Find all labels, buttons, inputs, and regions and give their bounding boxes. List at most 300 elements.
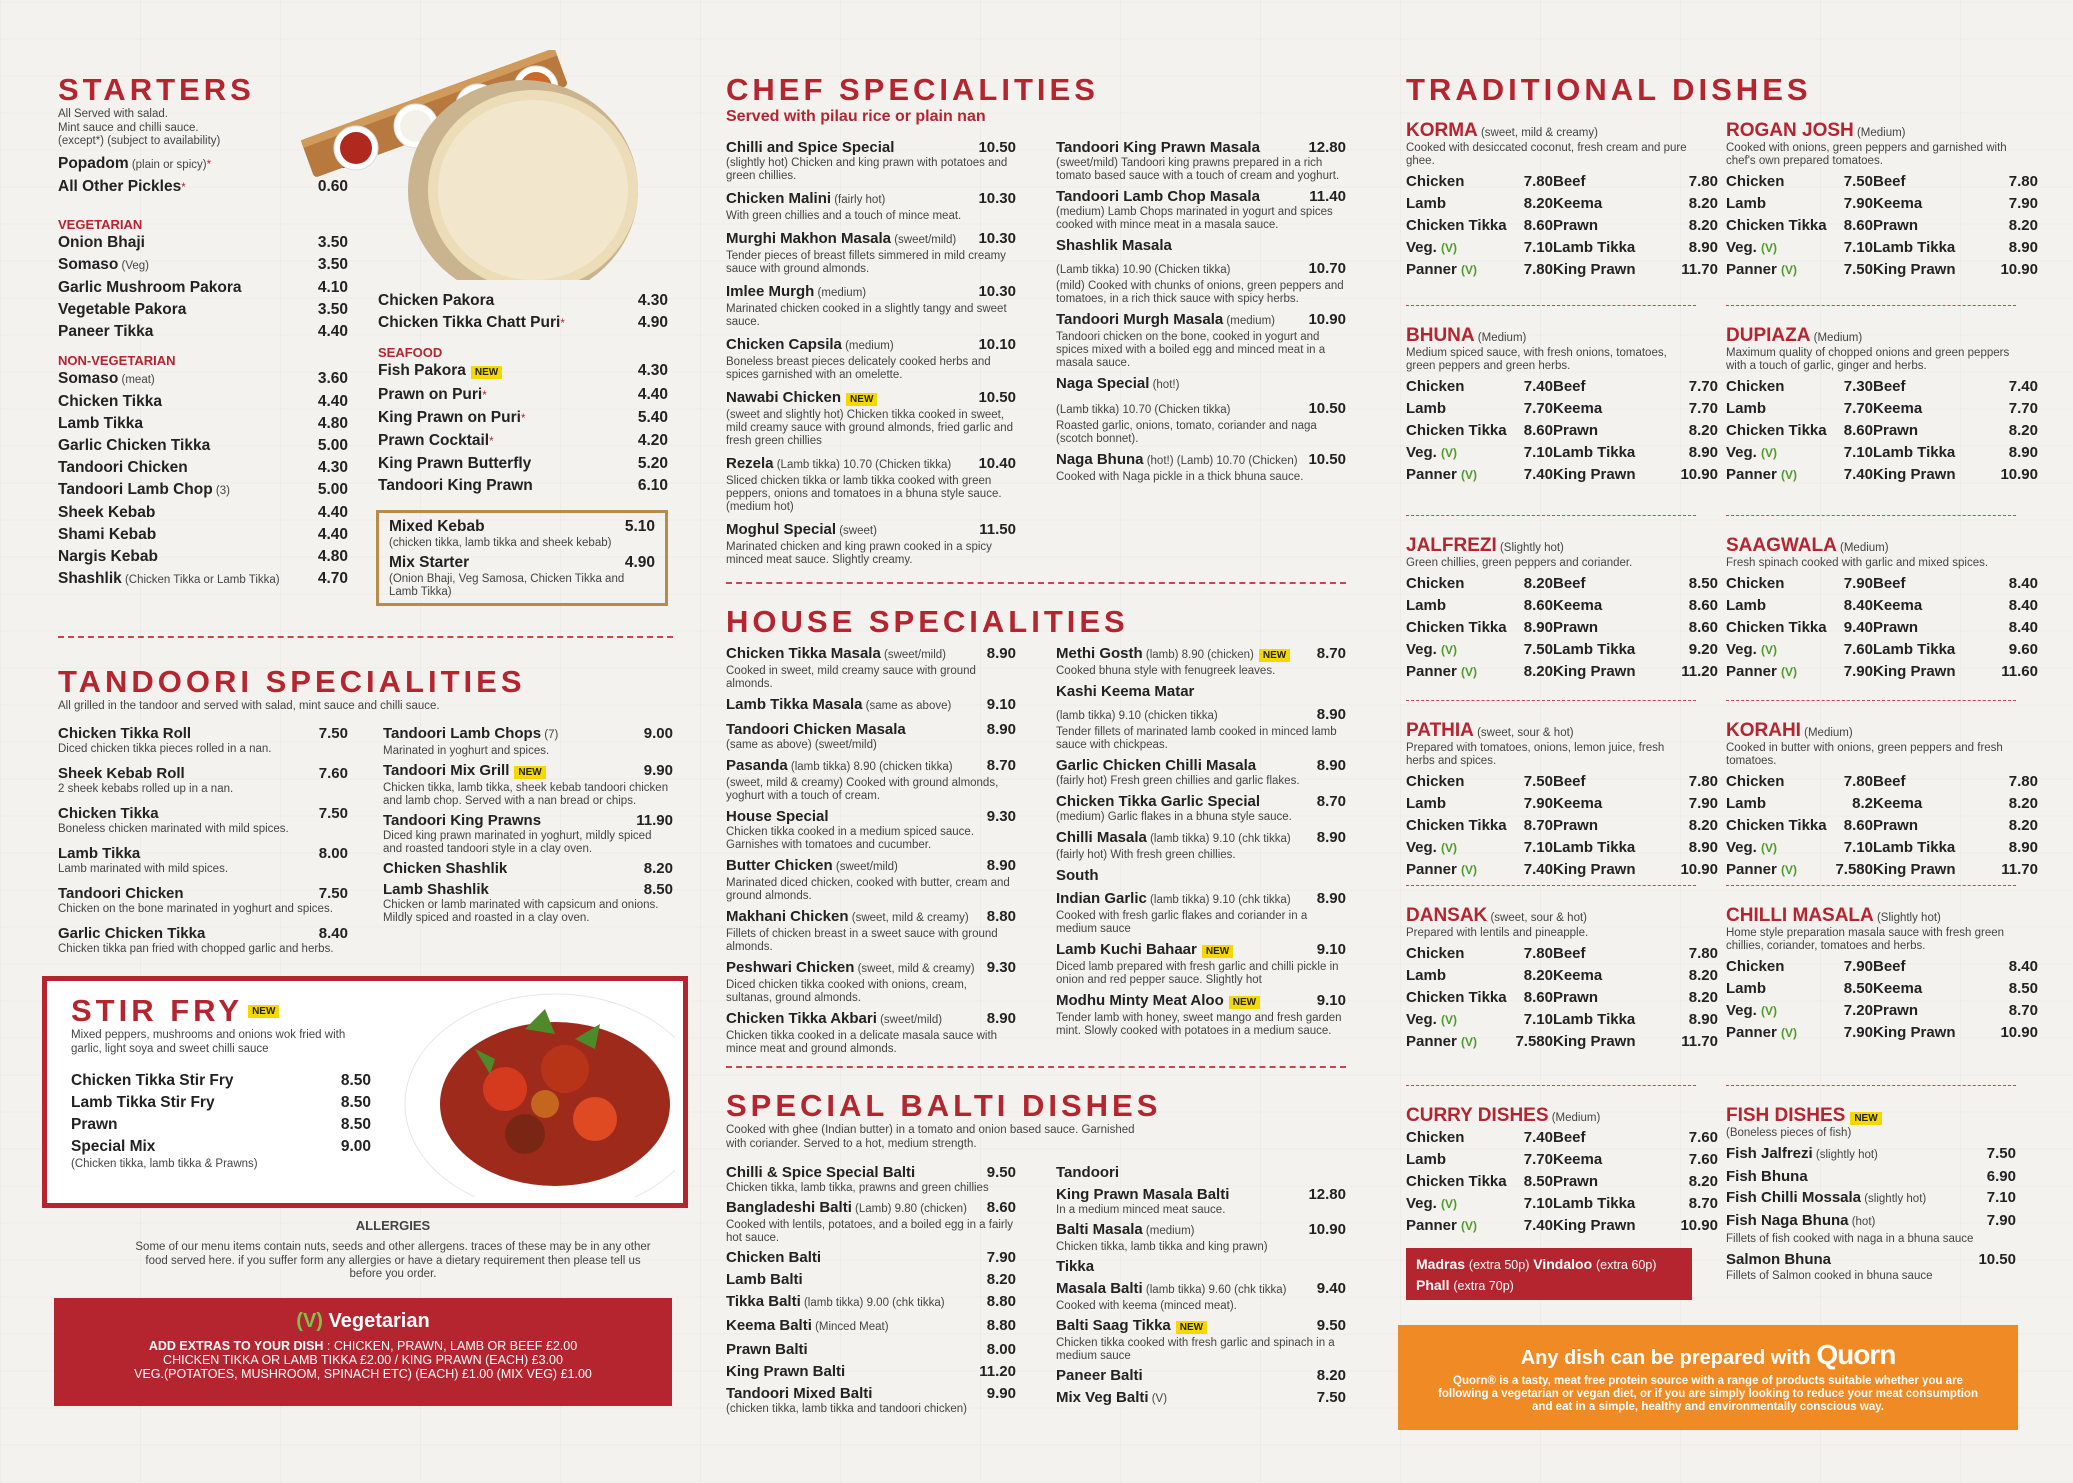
protein: Panner (V): [1406, 261, 1478, 278]
menu-item-title: Moghul Special: [726, 521, 837, 538]
price: 8.40: [2008, 597, 2038, 614]
protein: Veg. (V): [1406, 1195, 1458, 1212]
veg-mark: (V): [1781, 263, 1798, 277]
menu-item-name: [1056, 792, 1260, 811]
dish-desc: Prepared with lentils and pineapple.: [1406, 927, 1589, 939]
price: 7.80: [1523, 173, 1553, 190]
menu-item-name: [58, 764, 185, 783]
protein: Prawn: [1553, 817, 1599, 834]
price: 8.20: [1688, 967, 1718, 984]
price-row: [1406, 259, 1718, 281]
menu-item-price: 0.60: [317, 177, 348, 195]
dish-heat: (Medium): [1474, 332, 1527, 344]
menu-item-desc: Cooked with lentils, potatoes, and a boiled egg in a fairly hot sauce.: [726, 1219, 1014, 1244]
menu-item-desc: Chicken tikka cooked in a medium spiced sauce. Garnishes with tomatoes and cucumber.: [726, 826, 975, 851]
price: 7.90: [1688, 795, 1718, 812]
menu-item-row: [726, 335, 1016, 356]
menu-item-price: 9.30: [986, 808, 1016, 825]
menu-item-row: [58, 457, 348, 479]
menu-item-row: [1056, 236, 1346, 255]
menu-item-title: Chicken Tikka: [58, 804, 159, 822]
divider: [1726, 305, 2016, 306]
menu-item-name: [1056, 1163, 1119, 1182]
asterisk: *: [560, 318, 565, 330]
menu-item-price: 8.90: [986, 857, 1016, 874]
menu-item-row: [726, 1163, 1016, 1182]
menu-item-row: [58, 924, 348, 943]
protein: Keema: [1553, 597, 1603, 614]
menu-item-price: 4.10: [317, 278, 348, 296]
menu-item-note: (sweet, mild & creamy): [854, 963, 975, 975]
price: 8.40: [1843, 597, 1873, 614]
menu-item: [726, 756, 1016, 803]
menu-item-price: 11.20: [979, 1363, 1016, 1380]
menu-item-title: Keema Balti: [726, 1317, 812, 1334]
menu-item-price: 4.40: [317, 392, 348, 410]
menu-item-note: (sweet/mild): [832, 861, 898, 873]
menu-item-title: Lamb Tikka: [58, 844, 141, 862]
price: 9.20: [1688, 641, 1718, 658]
menu-item-name: [1056, 756, 1256, 775]
protein: Chicken: [1726, 173, 1785, 190]
menu-item-note: (slightly hot): [1861, 1193, 1927, 1205]
price: 8.90: [1688, 239, 1718, 256]
menu-item-name: [1056, 705, 1218, 726]
price-row: [1406, 1215, 1718, 1237]
price-row: [1726, 464, 2038, 486]
menu-item-title: Chilli Masala: [1056, 829, 1147, 846]
stirfry-box: [42, 976, 688, 1208]
menu-item-title: Butter Chicken: [726, 857, 833, 874]
divider: [1726, 515, 2016, 516]
popadom-image: [278, 50, 698, 280]
menu-item-title: Tandoori Chicken Masala: [726, 721, 906, 738]
price: 8.20: [1523, 663, 1553, 680]
protein: Keema: [1873, 795, 1923, 812]
dish-desc: Cooked with onions, green peppers and garnished with chef's own prepared tomatoes.: [1726, 142, 2007, 167]
veg-mark: (V): [296, 1310, 323, 1332]
veg-mark: (V): [1761, 841, 1778, 855]
asterisk: *: [482, 390, 487, 402]
protein: Prawn: [1553, 422, 1599, 439]
menu-item: [1056, 682, 1346, 701]
menu-item-desc: Fillets of fish cooked with naga in a bhuna sauce: [1726, 1233, 1974, 1245]
price: 10.90: [2000, 466, 2038, 483]
menu-item-desc: (sweet, mild & creamy) Cooked with ground almonds, yoghurt with a touch of cream.: [726, 777, 999, 802]
price: 7.70: [1523, 1151, 1553, 1168]
menu-item-name: [1056, 1316, 1207, 1337]
divider: [1406, 305, 1696, 306]
price: 8.60: [1688, 619, 1718, 636]
dish-block: [1726, 720, 2038, 881]
dish-heat: (Medium): [1836, 542, 1889, 554]
dish-title: [1726, 720, 2016, 742]
menu-item-row: [726, 756, 1016, 777]
dish-block: [1726, 325, 2038, 486]
veg-mark: (V): [1441, 841, 1458, 855]
menu-item-name: [58, 724, 191, 743]
menu-item-price: 9.50: [986, 1164, 1016, 1181]
protein: Lamb Tikka: [1553, 444, 1636, 461]
menu-item-title: Shami Kebab: [58, 525, 157, 543]
menu-item-desc: (slightly hot) Chicken and king prawn with potatoes and green chillies.: [726, 157, 1008, 182]
menu-item-title: King Prawn Masala Balti: [1056, 1186, 1230, 1203]
price: 7.90: [1843, 575, 1873, 592]
starters-note-1: All Served with salad.: [58, 108, 168, 120]
menu-item-name: [1056, 828, 1291, 849]
protein: Panner (V): [1726, 1024, 1798, 1041]
price-row: [1406, 943, 1718, 965]
combo-desc: (Onion Bhaji, Veg Samosa, Chicken Tikka and Lamb Tikka): [389, 573, 625, 598]
menu-item-desc: Tender pieces of breast fillets simmered in mild creamy sauce with ground almonds.: [726, 250, 1006, 275]
menu-item-title: Fish Naga Bhuna: [1726, 1212, 1849, 1229]
price: 8.90: [2008, 444, 2038, 461]
dish-name: SAAGWALA: [1726, 535, 1837, 556]
menu-item-title: Bangladeshi Balti: [726, 1199, 852, 1216]
menu-item-title: Chicken Balti: [726, 1249, 822, 1266]
price: 8.60: [1523, 217, 1553, 234]
quorn-box: [1398, 1325, 2018, 1430]
menu-item: [1056, 236, 1346, 255]
menu-item-name: [378, 407, 525, 430]
dish-name: ROGAN JOSH: [1726, 120, 1854, 141]
price-row: [1406, 639, 1718, 661]
menu-item-name: [726, 1340, 808, 1359]
protein: Chicken: [1406, 378, 1465, 395]
asterisk: *: [520, 413, 526, 425]
house-left-list: [726, 644, 1016, 1060]
dish-title: [1726, 325, 2016, 347]
price: 7.80: [1843, 773, 1873, 790]
price: 8.20: [1523, 967, 1553, 984]
menu-item-row: [1726, 1166, 2016, 1187]
protein: King Prawn: [1873, 663, 1956, 680]
menu-item-name: [71, 1136, 155, 1158]
menu-item-note: (plain or spicy): [128, 158, 207, 171]
protein: Prawn: [1873, 817, 1919, 834]
menu-item-title: Chicken Capsila: [726, 336, 842, 353]
menu-item-row: [726, 1340, 1016, 1359]
protein: Chicken Tikka: [1726, 817, 1827, 834]
menu-item-name: [383, 859, 507, 878]
dish-heat: (Slightly hot): [1873, 912, 1941, 924]
extras-line-1: : CHICKEN, PRAWN, LAMB OR BEEF £2.00: [326, 1339, 578, 1353]
menu-item: [1056, 450, 1346, 484]
protein: Lamb Tikka: [1873, 641, 1956, 658]
menu-item-name: [58, 299, 186, 321]
combo-desc: (chicken tikka, lamb tikka and sheek kebab): [389, 537, 612, 549]
price-row: [1406, 595, 1718, 617]
price: 8.20: [2008, 217, 2038, 234]
protein: Veg. (V): [1726, 641, 1778, 658]
menu-item: [1056, 1163, 1346, 1182]
protein: Lamb Tikka: [1873, 444, 1956, 461]
menu-item-name: [726, 1316, 889, 1337]
menu-item-name: [383, 761, 546, 782]
menu-item-title: Tandoori King Prawn Masala: [1056, 139, 1260, 156]
protein: Lamb: [1406, 795, 1447, 812]
price: 9.60: [2008, 641, 2038, 658]
dish-title: [1406, 1105, 1696, 1127]
price: 7.580: [1835, 861, 1873, 878]
protein: Lamb: [1406, 195, 1447, 212]
menu-item-row: [58, 321, 348, 343]
dish-desc: Cooked in butter with onions, green peppers and fresh tomatoes.: [1726, 742, 2003, 767]
divider: [1406, 885, 1696, 886]
price: 7.30: [1843, 378, 1873, 395]
price: 7.10: [1523, 444, 1553, 461]
menu-item-row: [1056, 374, 1346, 395]
menu-item-title: Fish Chilli Mossala: [1726, 1189, 1862, 1206]
protein: Prawn: [1553, 989, 1599, 1006]
menu-item-title: Chicken Tikka Garlic Special: [1056, 793, 1260, 810]
divider: [1726, 1085, 2016, 1086]
menu-item-title: Tandoori Lamb Chop: [58, 480, 213, 498]
menu-item-desc: (sweet and slightly hot) Chicken tikka cooked in sweet, mild creamy sauce with ground almonds, fried garlic and fresh green chillies: [726, 409, 1013, 447]
menu-item: [1056, 889, 1346, 936]
price-row: [1726, 815, 2038, 837]
menu-item-price: 7.50: [318, 804, 348, 822]
menu-item-desc: Lamb marinated with mild spices.: [58, 862, 229, 875]
menu-item: [726, 229, 1016, 276]
menu-item-name: [726, 1163, 915, 1182]
menu-item-title: Mix Veg Balti: [1056, 1389, 1149, 1406]
menu-item-row: [58, 413, 348, 435]
menu-item-title: Tikka: [1056, 1258, 1095, 1275]
menu-item-name: [58, 502, 155, 524]
menu-item-price: 8.50: [643, 880, 673, 898]
menu-item-row: [1056, 889, 1346, 910]
price-row: [1406, 376, 1718, 398]
price-row: [1726, 237, 2038, 259]
menu-item-row: [378, 430, 668, 453]
menu-item-price: 8.50: [340, 1116, 371, 1133]
protein: Lamb: [1406, 1151, 1447, 1168]
menu-item-name: [378, 384, 487, 407]
price: 7.10: [1523, 839, 1553, 856]
menu-item-row: [1056, 705, 1346, 726]
menu-item-row: [378, 475, 668, 497]
menu-item-title: Prawn Balti: [726, 1341, 808, 1358]
menu-item-note: (lamb tikka) 9.00 (chk tikka): [800, 1297, 945, 1309]
price-row: [1726, 978, 2038, 1000]
menu-item-title: Methi Gosth: [1056, 645, 1143, 662]
protein: Veg. (V): [1406, 1011, 1458, 1028]
new-badge: NEW: [846, 393, 877, 406]
tandoori-section: [58, 664, 673, 964]
dish-heat: (Medium): [1810, 332, 1863, 344]
menu-item-price: 8.60: [986, 1199, 1016, 1216]
menu-item-name: [58, 524, 156, 546]
protein: Lamb Tikka: [1553, 239, 1636, 256]
menu-item: [1056, 1257, 1346, 1276]
price: 8.20: [1523, 195, 1553, 212]
menu-item: [726, 1292, 1016, 1313]
price: 8.70: [1523, 817, 1553, 834]
divider: [1406, 515, 1696, 516]
veg-mark: (V): [1761, 643, 1778, 657]
dish-block: [1406, 535, 1718, 683]
dish-heat: (Slightly hot): [1496, 542, 1564, 554]
protein: Lamb: [1406, 597, 1447, 614]
menu-item-price: 8.70: [986, 757, 1016, 774]
menu-item-row: [1726, 1210, 2016, 1233]
menu-item: [1056, 374, 1346, 395]
menu-item-price: 10.50: [1308, 400, 1346, 417]
dish-heat: (Medium): [1548, 1112, 1601, 1124]
protein: Veg. (V): [1726, 839, 1778, 856]
menu-item-price: 11.40: [1309, 188, 1346, 205]
price-row: [1406, 815, 1718, 837]
menu-item-title: Onion Bhaji: [58, 233, 145, 251]
new-badge: NEW: [1176, 1321, 1207, 1334]
menu-item-desc: (medium) Lamb Chops marinated in yogurt and spices cooked with mince meat in a masala sauce.: [1056, 206, 1333, 231]
protein: Veg. (V): [1726, 1002, 1778, 1019]
menu-item-name: [71, 1070, 234, 1092]
menu-item: [58, 844, 348, 876]
veg-mark: (V): [1441, 241, 1458, 255]
menu-item-price: 4.30: [637, 292, 668, 309]
price-row: [1726, 573, 2038, 595]
menu-item-name: [1056, 1279, 1287, 1300]
protein: Beef: [1553, 1129, 1586, 1146]
protein: Veg. (V): [1406, 839, 1458, 856]
menu-item-price: 9.50: [1316, 1317, 1346, 1334]
protein: Veg. (V): [1406, 641, 1458, 658]
veg-mark: (V): [1781, 863, 1798, 877]
menu-item-row: [58, 724, 348, 743]
menu-item-name: [726, 520, 877, 541]
menu-item-name: [1056, 940, 1233, 961]
menu-item-name: [726, 335, 894, 356]
menu-item-price: 8.90: [1316, 757, 1346, 774]
menu-item-row: [58, 546, 348, 568]
price: 7.80: [1688, 945, 1718, 962]
menu-item-price: 10.50: [1978, 1251, 2016, 1268]
menu-item-row: [1056, 1220, 1346, 1241]
price: 11.60: [2001, 663, 2038, 680]
menu-item-row: [378, 384, 668, 407]
protein: Chicken Tikka: [1406, 1173, 1507, 1190]
menu-item-price: 10.50: [978, 139, 1016, 156]
menu-item-price: 9.00: [643, 724, 673, 742]
menu-item-name: [378, 475, 533, 497]
menu-item-row: [1056, 310, 1346, 331]
menu-item-row: [726, 388, 1016, 409]
menu-item-name: [378, 453, 531, 475]
menu-item-name: [58, 413, 143, 435]
menu-item-name: [1056, 1388, 1167, 1409]
dish-heat: (Medium): [1800, 727, 1853, 739]
dish-desc: Home style preparation masala sauce with fresh green chillies, coriander, tomatoes and herbs.: [1726, 927, 2005, 952]
menu-item-desc: (medium) Garlic flakes in a bhuna style sauce.: [1056, 811, 1292, 823]
tandoori-right-list: [383, 724, 673, 964]
dish-title: [1726, 120, 2016, 142]
menu-item-name: [726, 138, 894, 157]
menu-item-price: 4.40: [317, 503, 348, 521]
veg-mark: (V): [1761, 1004, 1778, 1018]
price-row: [1726, 376, 2038, 398]
menu-item-row: [726, 807, 1016, 826]
stirfry-image: [395, 989, 675, 1197]
price-row: [1726, 398, 2038, 420]
fish-block: [1726, 1105, 2016, 1286]
price-row: [1726, 442, 2038, 464]
menu-item-row: [58, 884, 348, 903]
price-row: [1726, 193, 2038, 215]
dish-title: [1406, 905, 1696, 927]
tandoori-left-list: [58, 724, 348, 964]
menu-item-price: 3.50: [317, 233, 348, 251]
price-row: [1726, 595, 2038, 617]
menu-item-price: 10.40: [978, 455, 1016, 472]
menu-item-desc: Boneless breast pieces delicately cooked herbs and spices garnished with an omelette.: [726, 356, 991, 381]
menu-item-note: (slightly hot): [1812, 1149, 1878, 1161]
protein: Keema: [1553, 195, 1603, 212]
menu-item-title: Lamb Kuchi Bahaar: [1056, 941, 1197, 958]
menu-item-note: (sweet/mild): [880, 649, 946, 661]
protein: Chicken Tikka: [1726, 422, 1827, 439]
protein: Panner (V): [1406, 466, 1478, 483]
menu-item-name: [58, 457, 188, 479]
menu-item: [726, 907, 1016, 954]
menu-item-price: 10.30: [978, 230, 1016, 247]
menu-item-name: [726, 1292, 945, 1313]
madras-box: [1406, 1248, 1692, 1300]
price-row: [1406, 1171, 1718, 1193]
menu-item-desc: (mild) Cooked with chunks of onions, green peppers and tomatoes, in a rich thick sauce with spicy herbs.: [1056, 280, 1344, 305]
menu-item-price: 8.20: [986, 1271, 1016, 1288]
menu-item-name: [378, 312, 565, 335]
price: 7.10: [1523, 239, 1553, 256]
balti-section: [726, 1088, 1346, 1419]
price: 8.90: [1688, 444, 1718, 461]
menu-item-title: Chicken Shashlik: [383, 859, 508, 877]
price: 7.40: [1523, 378, 1553, 395]
menu-item-price: 11.90: [636, 811, 673, 829]
dish-desc: Fresh spinach cooked with garlic and mixed spices.: [1726, 557, 1989, 569]
price-row: [1726, 1000, 2038, 1022]
menu-item-title: Somaso: [58, 255, 119, 273]
menu-item-row: [1056, 1388, 1346, 1409]
menu-item-note: (medium): [1223, 315, 1275, 327]
protein: King Prawn: [1553, 663, 1636, 680]
protein: Lamb: [1726, 597, 1767, 614]
menu-item-title: Pasanda: [726, 757, 788, 774]
non-vegetarian-heading: NON-VEGETARIAN: [58, 352, 176, 368]
menu-item-name: [58, 568, 280, 591]
price: 8.70: [1688, 1195, 1718, 1212]
menu-item-price: 8.20: [643, 859, 673, 877]
menu-item-name: [726, 1198, 967, 1219]
menu-item-row: [726, 644, 1016, 665]
price: 8.60: [1843, 217, 1873, 234]
menu-item-note: (7): [541, 728, 559, 741]
stirfry-title: STIR FRY: [71, 993, 244, 1028]
menu-item-row: [1056, 187, 1346, 206]
menu-item: [726, 807, 1016, 852]
menu-item-desc: Chicken tikka pan fried with chopped garlic and herbs.: [58, 942, 334, 955]
menu-item-name: [726, 644, 946, 665]
protein: Beef: [1873, 773, 1906, 790]
protein: Keema: [1553, 795, 1603, 812]
price: 7.40: [1523, 1129, 1553, 1146]
price: 11.70: [2001, 861, 2038, 878]
veg-mark: (V): [1441, 1197, 1458, 1211]
menu-item-price: 6.90: [1986, 1168, 2016, 1185]
menu-item-price: 8.20: [1316, 1367, 1346, 1384]
price-row: [1406, 837, 1718, 859]
